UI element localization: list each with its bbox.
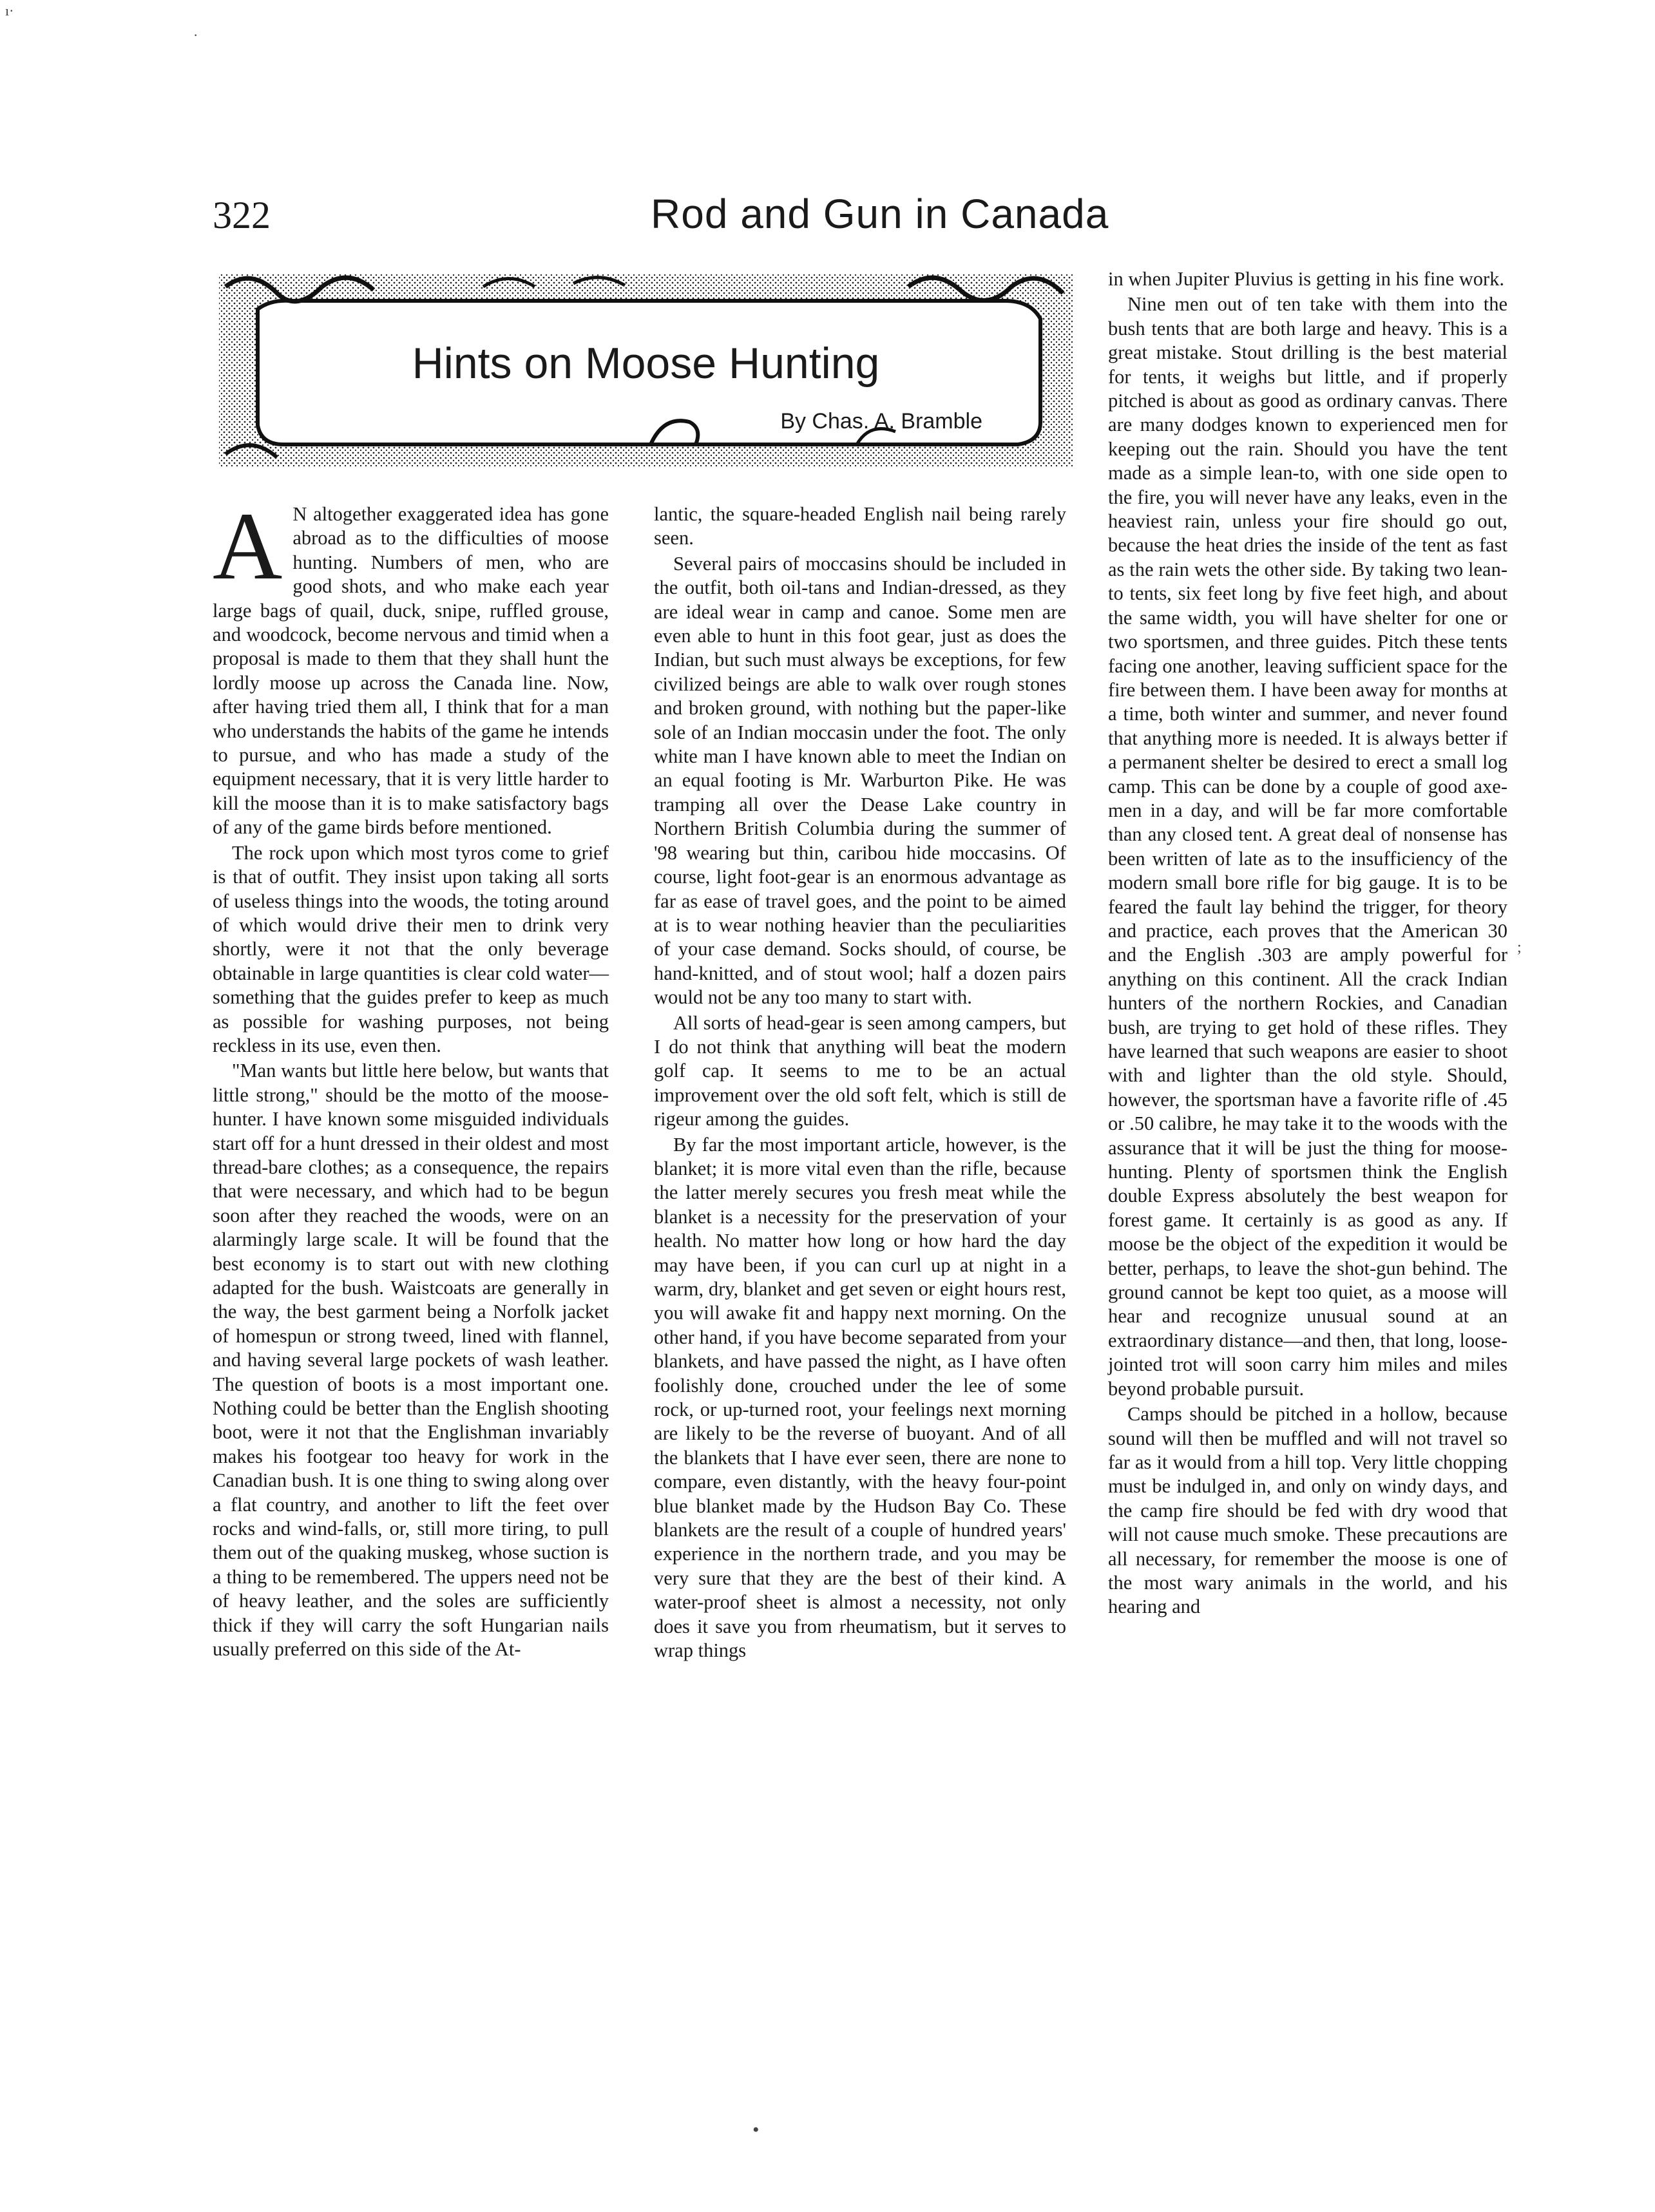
scan-mark: ; xyxy=(1517,939,1522,956)
column-2 xyxy=(654,502,1066,1664)
paragraph: Nine men out of ten take with them into the bush tents that are both large and heavy. This is a great mistake. Stout drilling is the best material for tents, it weighs but little, and if properly pitched is about as good as ordinary canvas. There are many dodges known to experienced men for keeping out the rain. Should you have the tent made as a simple lean-to, with one side open to the fire, you will never have any leaks, even in the heaviest rain, unless your fire should go out, because the heat dries the inside of the tent as fast as the rain wets the other side. By taking two lean-to tents, six feet long by five feet high, and about the same width, you will have shelter for one or two sportsmen, and three guides. Pitch these tents facing one another, leaving sufficient space for the fire between them. I have been away for months at a time, both winter and summer, and never found that anything more is needed. It is always better if a permanent shelter be desired to erect a small log camp. This can be done by a couple of good axe-men in a day, and will be far more comfortable than any closed tent. A great deal of nonsense has been written of late as to the insufficiency of the modern small bore rifle for big gauge. It is to be feared the fault lay behind the trigger, for theory and practice, each proves that the American 30 and the English .303 are amply powerful for anything on this continent. All the crack Indian hunters of the northern Rockies, and Canadian bush, are trying to get hold of these rifles. They have learned that such weapons are easier to shoot with and lighter than the old style. Should, however, the sportsman have a favorite rifle of .45 or .50 calibre, he may take it to the woods with the assurance that it will be just the thing for moose-hunting. Plenty of sportsmen think the English double Express absolutely the best weapon for forest game. It certainly is as good as any. If moose be the object of the expedition it would be better, perhaps, to leave the shot-gun behind. The ground cannot be kept too quiet, as a moose will hear and recognize unusual sound at an extraordinary distance—and then, that long, loose-jointed trot will soon carry him miles and miles beyond probable pursuit. xyxy=(1108,293,1507,1400)
drop-cap: A xyxy=(213,493,283,600)
column-3 xyxy=(1108,267,1507,1621)
column-1 xyxy=(213,493,609,1663)
running-title: Rod and Gun in Canada xyxy=(651,191,1109,237)
page-number: 322 xyxy=(213,194,271,236)
byline: By Chas. A. Bramble xyxy=(780,409,982,434)
paragraph: Camps should be pitched in a hollow, because sound will then be muffled and will not travel so far as it would from a hill top. Very little chopping must be indulged in, and only on windy days, and the camp fire should be fed with dry wood that will not cause much smoke. These precautions are all necessary, for remember the moose is one of the most wary animals in the world, and his hearing and xyxy=(1108,1403,1507,1618)
scan-mark: · xyxy=(193,27,198,43)
title-ornament-frame xyxy=(213,261,1079,473)
paragraph: By far the most important article, however, is the blanket; it is more vital even than the rifle, because the latter merely secures you fresh meat while the blanket is a necessity for the preservation of your health. No matter how long or how hard the day may have been, if you can curl up at night in a warm, dry, blanket and get seven or eight hours rest, you will awake fit and happy next morning. On the other hand, if you have become separated from your blankets, and have passed the night, as I have often foolishly done, crouched under the lee of some rock, or up-turned root, your feelings next morning are likely to be the reverse of buoyant. And of all the blankets that I have ever seen, there are none to compare, even distantly, with the heavy four-point blue blanket made by the Hudson Bay Co. These blankets are the result of a couple of hundred years' experience in the northern trade, and you may be very sure that they are the best of their kind. A water-proof sheet is almost a necessity, not only does it save you from rheumatism, but it serves to wrap things xyxy=(654,1133,1066,1662)
paragraph: "Man wants but little here below, but wants that little strong," should be the motto of the moose-hunter. I have known some misguided individuals start off for a hunt dressed in their oldest and most thread-bare clothes; as a consequence, the repairs that were necessary, and which had to be begun soon after they reached the woods, were on an alarmingly large scale. It will be found that the best economy is to start out with new clothing adapted for the bush. Waistcoats are generally in the way, the best garment being a Norfolk jacket of homespun or strong tweed, lined with flannel, and having several large pockets of wash leather. The question of boots is a most important one. Nothing could be better than the English shooting boot, were it not that the Englishman invariably makes his footgear too heavy for work in the Canadian bush. It is one thing to swing along over a flat country, and another to lift the feet over rocks and wind-falls, or, still more tiring, to pull them out of the quaking muskeg, whose suction is a thing to be remembered. The uppers need not be of heavy leather, and the soles are sufficiently thick if they will carry the soft Hungarian nails usually preferred on this side of the At- xyxy=(213,1060,609,1661)
scan-mark: • xyxy=(752,2119,760,2140)
paragraph: The rock upon which most tyros come to grief is that of outfit. They insist upon taking all sorts of useless things into the woods, the toting around of which would drive their men to drink very shortly, were it not that the only beverage obtainable in large quantities is clear cold water—something that the guides prefer to keep as much as possible for washing purposes, not being reckless in its use, even then. xyxy=(213,841,609,1056)
paragraph xyxy=(213,493,609,840)
scan-mark: ı· xyxy=(5,3,14,19)
paragraph-text: N altogether exaggerated idea has gone abroad as to the difficulties of moose hunting. Numbers of men, who are good shots, and who make each year large bags of quail, duck, snipe, ruffled grouse, and woodcock, become nervous and timid when a proposal is made to them that they shall hunt the lordly moose up across the Canada line. Now, after having tried them all, I think that for a man who understands the habits of the game he intends to pursue, and who has made a study of the equipment necessary, that it is very little harder to kill the moose than it is to make satisfactory bags of any of the game birds before mentioned. xyxy=(213,503,609,839)
paragraph: All sorts of head-gear is seen among campers, but I do not think that anything will beat the modern golf cap. It seems to me to be an actual improvement over the old soft felt, which is still de rigeur among the guides. xyxy=(654,1011,1066,1130)
article-title: Hints on Moose Hunting xyxy=(412,339,880,388)
paragraph: Several pairs of moccasins should be included in the outfit, both oil-tans and Indian-dressed, as they are ideal wear in camp and canoe. Some men are even able to hunt in this foot gear, just as does the Indian, but such must always be exceptions, for few civilized beings are able to walk over rough stones and broken ground, with nothing but the paper-like sole of an Indian moccasin under the foot. The only white man I have known able to meet the Indian on an equal footing is Mr. Warburton Pike. He was tramping all over the Dease Lake country in Northern British Columbia during the summer of '98 wearing but thin, caribou hide moccasins. Of course, light foot-gear is an enormous advantage as far as ease of travel goes, and the point to be aimed at is to wear nothing heavier than the peculiarities of your case demand. Socks should, of course, be hand-knitted, and of stout wool; half a dozen pairs would not be any too many to start with. xyxy=(654,552,1066,1009)
paragraph: lantic, the square-headed English nail being rarely seen. xyxy=(654,503,1066,549)
paragraph: in when Jupiter Pluvius is getting in his fine work. xyxy=(1108,268,1505,290)
